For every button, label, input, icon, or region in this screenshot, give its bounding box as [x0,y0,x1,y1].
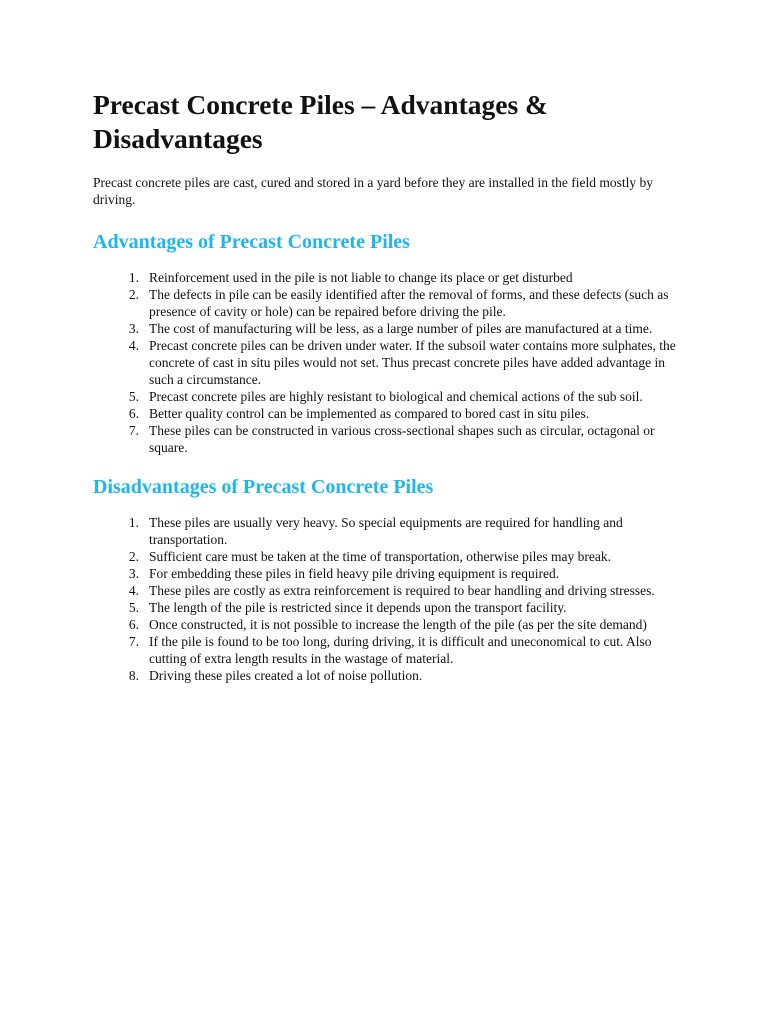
list-item [93,599,678,616]
advantages-list [93,269,678,456]
item-text: The cost of manufacturing will be less, as a large number of piles are manufactured at a time. [149,321,653,336]
item-number: 6. [128,617,139,632]
list-item [93,565,678,582]
list-item [93,388,678,405]
page-title: Precast Concrete Piles – Advantages & Disadvantages [93,89,548,154]
item-number: 6. [128,406,139,421]
list-item [93,320,678,337]
list-item [93,514,678,548]
list-item [93,405,678,422]
list-item [93,616,678,633]
disadvantages-list [93,514,678,684]
item-number: 2. [128,287,139,302]
item-number: 1. [128,270,139,285]
item-text: The defects in pile can be easily identified after the removal of forms, and these defects (such as presence of cavity or hole) can be repaired before driving the pile. [149,287,669,319]
list-item [93,269,678,286]
item-text: Reinforcement used in the pile is not liable to change its place or get disturbed [149,270,573,285]
list-item [93,667,678,684]
list-item [93,286,678,320]
item-number: 4. [128,583,139,598]
item-text: Better quality control can be implemented as compared to bored cast in situ piles. [149,406,590,421]
item-number: 5. [128,600,139,615]
item-number: 7. [128,423,139,438]
item-number: 4. [128,338,139,353]
item-number: 2. [128,549,139,564]
item-number: 5. [128,389,139,404]
item-number: 1. [128,515,139,530]
item-number: 3. [128,566,139,581]
list-item [93,548,678,565]
item-number: 3. [128,321,139,336]
item-text: Driving these piles created a lot of noise pollution. [149,668,423,683]
list-item [93,337,678,388]
intro-paragraph: Precast concrete piles are cast, cured and stored in a yard before they are installed in the field mostly by driving. [93,175,654,207]
item-text: Precast concrete piles are highly resistant to biological and chemical actions of the sub soil. [149,389,643,404]
list-item [93,633,678,667]
item-text: Once constructed, it is not possible to increase the length of the pile (as per the site demand) [149,617,647,632]
list-item [93,582,678,599]
item-text: The length of the pile is restricted since it depends upon the transport facility. [149,600,567,615]
item-text: Sufficient care must be taken at the time of transportation, otherwise piles may break. [149,549,611,564]
item-text: If the pile is found to be too long, during driving, it is difficult and uneconomical to cut. Also cutting of extra length results in the wastage of material. [149,634,652,666]
advantages-heading: Advantages of Precast Concrete Piles [93,231,410,253]
item-text: These piles are usually very heavy. So special equipments are required for handling and transportation. [149,515,623,547]
item-number: 7. [128,634,139,649]
item-text: Precast concrete piles can be driven under water. If the subsoil water contains more sulphates, the concrete of cast in situ piles would not set. Thus precast concrete piles have added advantage in such a circumstance. [149,338,676,387]
item-text: These piles can be constructed in various cross-sectional shapes such as circular, octagonal or square. [149,423,655,455]
list-item [93,422,678,456]
item-text: These piles are costly as extra reinforcement is required to bear handling and driving stresses. [149,583,655,598]
disadvantages-heading: Disadvantages of Precast Concrete Piles [93,476,434,498]
item-number: 8. [128,668,139,683]
item-text: For embedding these piles in field heavy pile driving equipment is required. [149,566,560,581]
